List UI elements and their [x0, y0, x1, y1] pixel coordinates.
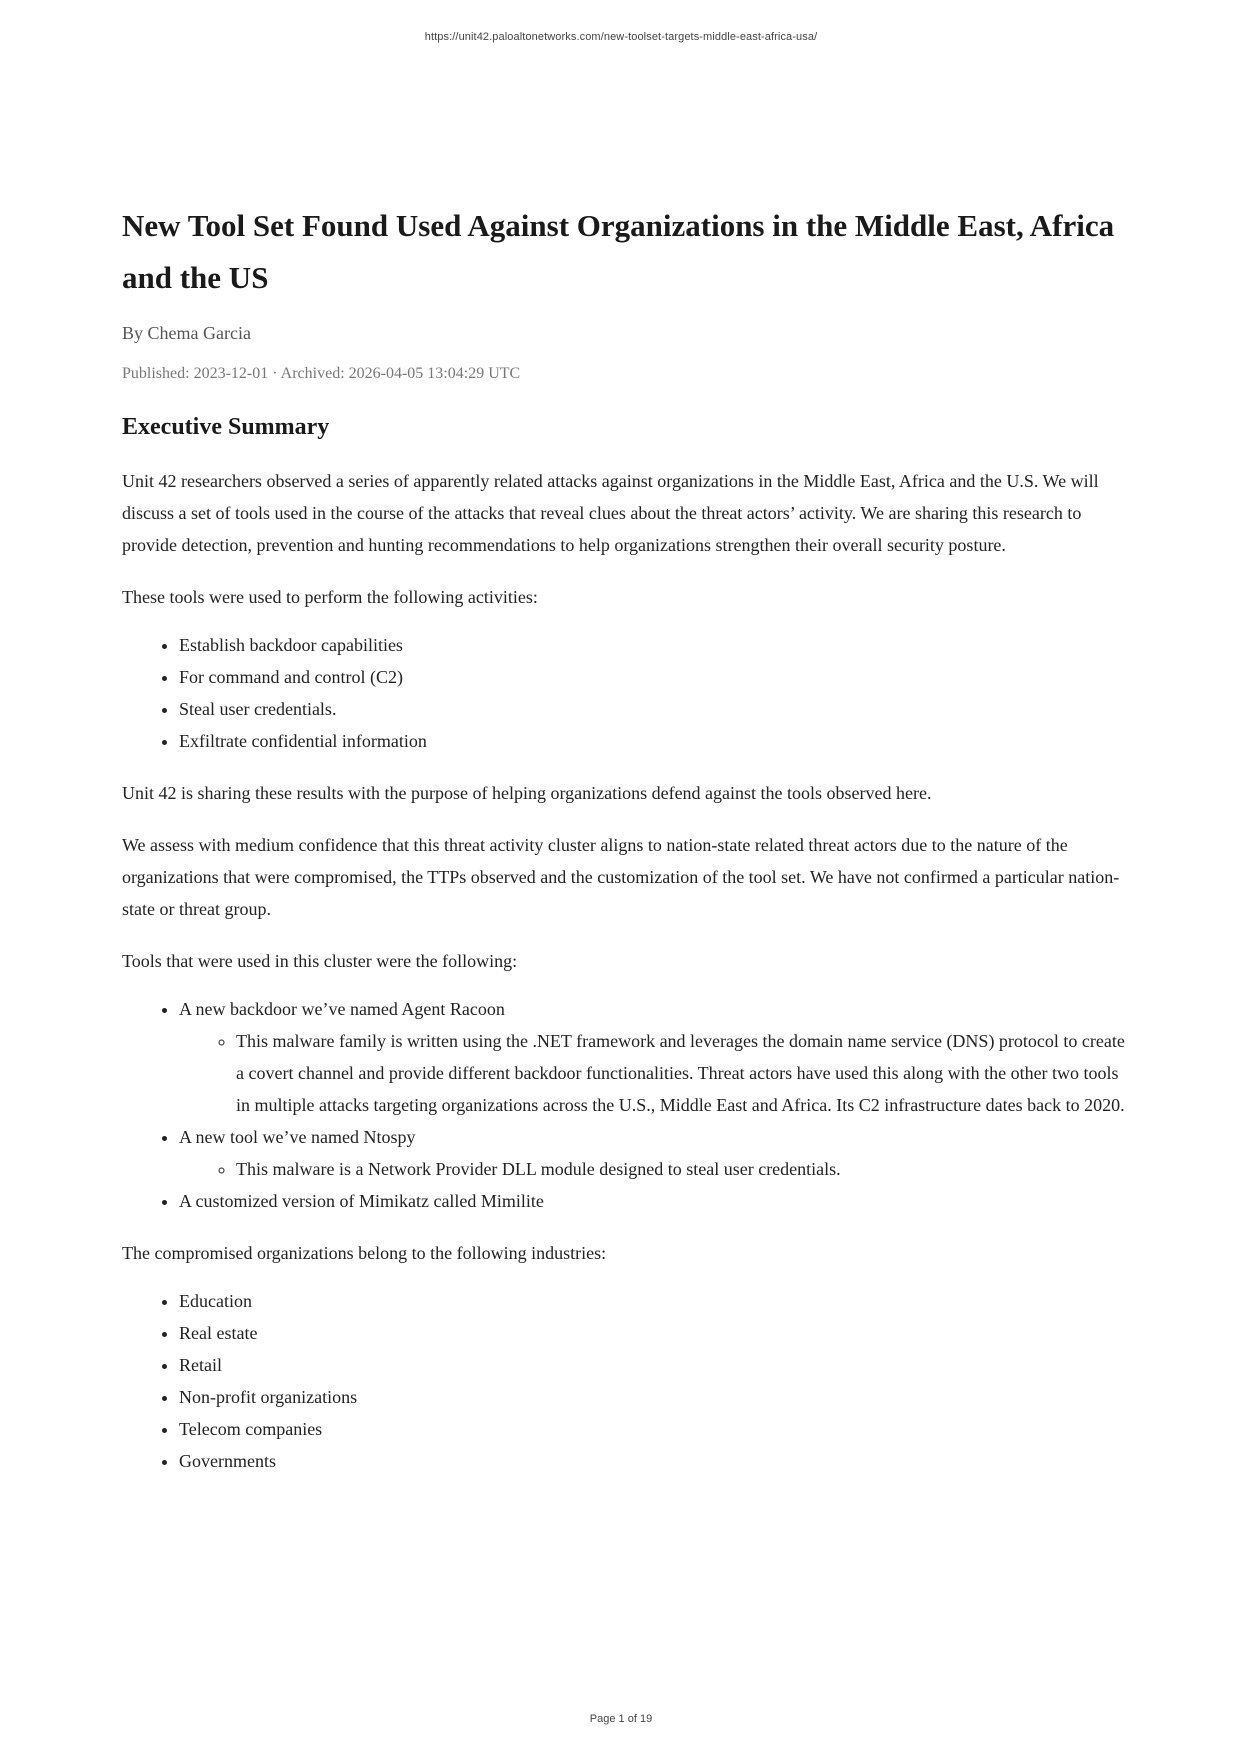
section-heading-executive-summary: Executive Summary: [122, 414, 330, 440]
paragraph-assessment: We assess with medium confidence that this threat activity cluster aligns to nation-state related threat actors due to the nature of the organizations that were compromised, the TTPs observed and the customization of the tool set. We have not confirmed a particular nation-state or threat group.: [122, 835, 1120, 919]
paragraph-activities-intro: These tools were used to perform the following activities:: [122, 587, 538, 607]
tools-list: [122, 993, 1132, 1217]
activities-list: [122, 629, 1132, 757]
list-item: • Establish backdoor capabilities: [179, 629, 1132, 661]
list-item-ntospy: [179, 1121, 1132, 1185]
paragraph-intro: Unit 42 researchers observed a series of apparently related attacks against organizations in the Middle East, Africa and the U.S. We will discuss a set of tools used in the course of the attacks that reveal clues about the threat actors’ activity. We are sharing this research to provide detection, prevention and hunting recommendations to help organizations strengthen their overall security posture.: [122, 471, 1099, 555]
list-item-label: A customized version of Mimikatz called Mimilite: [179, 1191, 544, 1211]
list-item-agent-racoon: [179, 993, 1132, 1121]
list-item: • Education: [179, 1285, 1132, 1317]
list-item-mimilite: [179, 1185, 1132, 1217]
list-item: • Governments: [179, 1445, 1132, 1477]
article-meta: Published: 2023-12-01 · Archived: 2026-04-05 13:04:29 UTC: [122, 365, 521, 382]
list-item: • Retail: [179, 1349, 1132, 1381]
article-content: [122, 200, 1132, 1477]
industries-list: [122, 1285, 1132, 1477]
page-number-footer: Page 1 of 19: [589, 1713, 653, 1725]
list-item: • Steal user credentials.: [179, 693, 1132, 725]
list-item-label: A new tool we’ve named Ntospy: [179, 1127, 416, 1147]
list-item: • Non-profit organizations: [179, 1381, 1132, 1413]
article-byline: By Chema Garcia: [122, 323, 251, 343]
list-item-label: A new backdoor we’ve named Agent Racoon: [179, 999, 505, 1019]
paragraph-sharing: Unit 42 is sharing these results with the purpose of helping organizations defend against the tools observed here.: [122, 783, 932, 803]
sub-list: [179, 1153, 1132, 1185]
article-title: New Tool Set Found Used Against Organizations in the Middle East, Africa and the US: [122, 208, 1115, 295]
list-item: • Exfiltrate confidential information: [179, 725, 1132, 757]
list-item: • For command and control (C2): [179, 661, 1132, 693]
sub-list-item: ◦ This malware family is written using the .NET framework and leverages the domain name service (DNS) protocol to create a covert channel and provide different backdoor functionalities. Threat actors have used this along with the other two tools in multiple attacks targeting organizations across the U.S., Middle East and Africa. Its C2 infrastructure dates back to 2020.: [236, 1025, 1132, 1121]
paragraph-tools-intro: Tools that were used in this cluster were the following:: [122, 951, 518, 971]
sub-list: [179, 1025, 1132, 1121]
list-item: • Telecom companies: [179, 1413, 1132, 1445]
list-item: • Real estate: [179, 1317, 1132, 1349]
sub-list-item: ◦ This malware is a Network Provider DLL module designed to steal user credentials.: [236, 1153, 1132, 1185]
paragraph-industries-intro: The compromised organizations belong to the following industries:: [122, 1243, 607, 1263]
page-url-header: https://unit42.paloaltonetworks.com/new-toolset-targets-middle-east-africa-usa/: [424, 31, 818, 43]
